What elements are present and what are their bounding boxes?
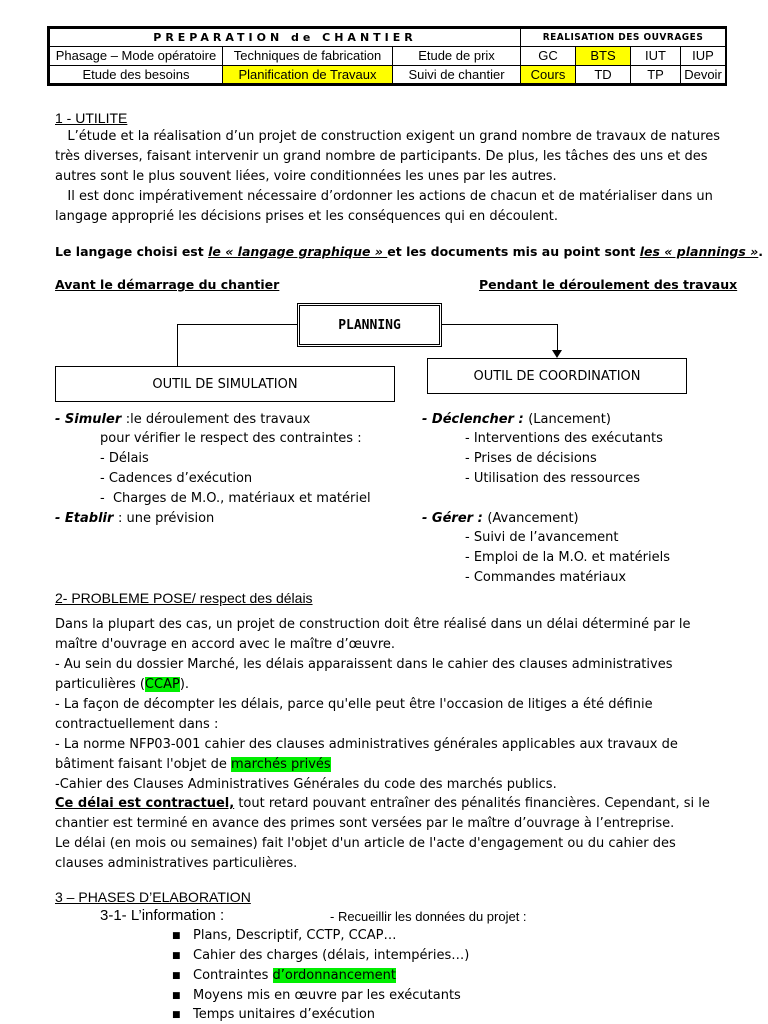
paragraph-line: - La norme NFP03-001 cahier des clauses administratives générales applicables aux travaux de	[55, 737, 678, 752]
planning-box: PLANNING	[297, 303, 442, 347]
header-cell: IUT	[631, 47, 681, 66]
declencher-text: (Lancement)	[528, 412, 611, 427]
during-works-label: Pendant le déroulement des travaux	[479, 277, 738, 292]
header-cell: Etude de prix	[393, 47, 521, 66]
list-item: Cahier des charges (délais, intempéries…)	[193, 948, 470, 963]
header-cell: Etude des besoins	[50, 65, 223, 84]
etablir-label: - Etablir	[55, 511, 118, 526]
text-span: tout retard pouvant entraîner des pénalités financières. Cependant, si le	[234, 796, 710, 811]
paragraph-line: L’étude et la réalisation d’un projet de construction exigent un grand nombre de travaux de natures	[55, 129, 721, 144]
simulation-line: pour vérifier le respect des contraintes :	[100, 431, 362, 446]
header-cell-highlighted: Cours	[521, 65, 576, 84]
header-cell: Techniques de fabrication	[223, 47, 393, 66]
coordination-line: - Emploi de la M.O. et matériels	[465, 550, 670, 565]
gerer-line	[422, 509, 579, 529]
header-cell-highlighted: Planification de Travaux	[223, 65, 393, 84]
declencher-line	[422, 410, 611, 430]
header-cell: TD	[576, 65, 631, 84]
header-cell: TP	[631, 65, 681, 84]
contractual-delay-label: Ce délai est contractuel,	[55, 796, 235, 811]
text-span: Contraintes	[193, 968, 273, 983]
text-span: bâtiment faisant l'objet de	[55, 757, 232, 772]
paragraph-line: - La façon de décompter les délais, parce qu'elle peut être l'occasion de litiges a été définie	[55, 697, 653, 712]
gerer-text: (Avancement)	[487, 511, 579, 526]
paragraph-line: Le délai (en mois ou semaines) fait l'objet d'un article de l'acte d'engagement ou du cahier des	[55, 836, 676, 851]
header-cell-highlighted: BTS	[576, 47, 631, 66]
section3-heading: 3 – PHASES D’ELABORATION	[55, 889, 251, 905]
header-cell: IUP	[681, 47, 726, 66]
subsection-information: 3-1- L’information :	[100, 907, 225, 924]
list-item: Moyens mis en œuvre par les exécutants	[193, 988, 461, 1003]
collect-data-label: - Recueillir les données du projet :	[330, 909, 527, 924]
connector-line	[177, 324, 178, 366]
section2-heading: 2- PROBLEME POSE/ respect des délais	[55, 590, 313, 606]
header-cell: Devoir	[681, 65, 726, 84]
arrow-down-icon	[552, 350, 562, 358]
list-item: Temps unitaires d’exécution	[193, 1007, 376, 1022]
etablir-line	[55, 509, 214, 529]
paragraph-line	[55, 755, 331, 775]
header-cell: Suivi de chantier	[393, 65, 521, 84]
simuler-line	[55, 410, 310, 430]
language-mid: et les documents mis au point sont	[387, 244, 640, 259]
paragraph-line: maître d'ouvrage en accord avec le maître d’œuvre.	[55, 637, 396, 652]
header-cell: GC	[521, 47, 576, 66]
header-table	[47, 26, 727, 86]
header-title-realisation: REALISATION DES OUVRAGES	[521, 29, 726, 47]
coordination-line: - Prises de décisions	[465, 451, 597, 466]
paragraph-line: contractuellement dans :	[55, 717, 219, 732]
coordination-line: - Utilisation des ressources	[465, 471, 640, 486]
bullet-icon: ■	[172, 991, 181, 1001]
simulation-tool-box: OUTIL DE SIMULATION	[55, 366, 395, 402]
bullet-icon: ■	[172, 951, 181, 961]
connector-line	[442, 324, 557, 325]
paragraph-line: Il est donc impérativement nécessaire d’ordonner les actions de chacun et de matérialiser dans un	[55, 189, 713, 204]
marches-prives-highlight: marchés privés	[231, 757, 331, 772]
coordination-line: - Commandes matériaux	[465, 570, 627, 585]
language-end: .	[758, 244, 764, 259]
language-graphique: le « langage graphique »	[208, 244, 388, 259]
paragraph-line: autres sont le plus souvent liées, voire conditionnées les unes par les autres.	[55, 169, 557, 184]
paragraph-line	[55, 794, 710, 814]
language-sentence	[55, 242, 763, 262]
paragraph-line: - Au sein du dossier Marché, les délais apparaissent dans le cahier des clauses administratives	[55, 657, 673, 672]
paragraph-line: langage approprié les décisions prises et les conséquences qui en découlent.	[55, 209, 559, 224]
paragraph-line: chantier est terminé en avance des primes sont versées par le maître d’ouvrage à l’entreprise.	[55, 816, 675, 831]
paragraph-line: -Cahier des Clauses Administratives Générales du code des marchés publics.	[55, 777, 557, 792]
declencher-label: - Déclencher :	[422, 412, 529, 427]
paragraph-line	[55, 675, 189, 695]
header-cell: Phasage – Mode opératoire	[50, 47, 223, 66]
before-start-label: Avant le démarrage du chantier	[55, 277, 280, 292]
language-plannings: les « plannings »	[639, 244, 759, 259]
coordination-tool-box: OUTIL DE COORDINATION	[427, 358, 687, 394]
header-title-preparation: PREPARATION de CHANTIER	[50, 29, 521, 47]
paragraph-line: clauses administratives particulières.	[55, 856, 298, 871]
etablir-text: : une prévision	[117, 511, 215, 526]
text-span: ).	[179, 677, 190, 692]
text-span: particulières (	[55, 677, 145, 692]
coordination-line: - Suivi de l’avancement	[465, 530, 619, 545]
ccap-highlight: CCAP	[144, 677, 180, 692]
simulation-line: - Cadences d’exécution	[100, 471, 253, 486]
connector-line	[177, 324, 297, 325]
list-item: Plans, Descriptif, CCTP, CCAP…	[193, 928, 397, 943]
paragraph-line: Dans la plupart des cas, un projet de construction doit être réalisé dans un délai déterminé par le	[55, 617, 691, 632]
connector-line	[557, 324, 558, 352]
simulation-line: - Charges de M.O., matériaux et matériel	[100, 491, 371, 506]
simuler-text: :le déroulement des travaux	[125, 412, 311, 427]
bullet-icon: ■	[172, 1010, 181, 1020]
bullet-icon: ■	[172, 971, 181, 981]
simuler-label: - Simuler	[55, 412, 126, 427]
coordination-line: - Interventions des exécutants	[465, 431, 663, 446]
bullet-icon: ■	[172, 931, 181, 941]
ordonnancement-highlight: d’ordonnancement	[272, 968, 397, 983]
language-prefix: Le langage choisi est	[55, 244, 209, 259]
section1-heading: 1 - UTILITE	[55, 110, 128, 126]
list-item	[193, 966, 396, 986]
paragraph-line: très diverses, faisant intervenir un grand nombre de participants. De plus, les tâches des uns et des	[55, 149, 708, 164]
gerer-label: - Gérer :	[422, 511, 488, 526]
simulation-line: - Délais	[100, 451, 149, 466]
